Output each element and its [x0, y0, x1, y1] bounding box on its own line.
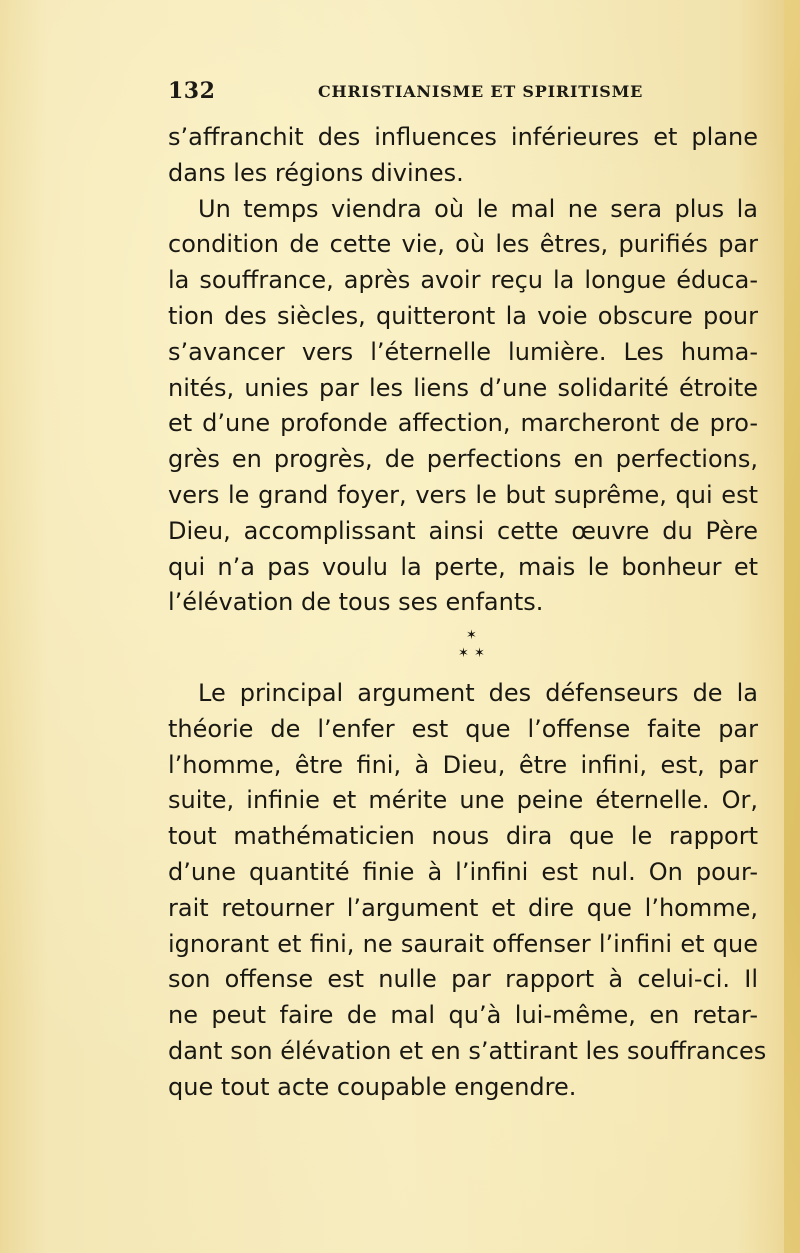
page-number: 132	[168, 78, 216, 104]
text-line: théorie de l’enfer est que l’offense faite par	[168, 714, 758, 743]
page-edge-stain	[784, 0, 800, 1253]
text-line: dans les régions divines.	[168, 158, 464, 187]
text-line: d’une quantité finie à l’infini est nul. On pour-	[168, 857, 758, 886]
text-line: tout mathématicien nous dira que le rapport	[168, 822, 758, 851]
running-title: CHRISTIANISME ET SPIRITISME	[318, 82, 644, 101]
text-line: qui n’a pas voulu la perte, mais le bonheur et	[168, 552, 758, 581]
text-line: ignorant et fini, ne saurait offenser l’infini et que	[168, 929, 758, 958]
text-line: que tout acte coupable engendre.	[168, 1072, 577, 1101]
text-line: dant son élévation et en s’attirant les souffrances	[168, 1036, 767, 1065]
text-line: vers le grand foyer, vers le but suprême, qui est	[168, 480, 758, 509]
star-icon: ✶	[466, 628, 477, 643]
paragraph-block-2	[168, 676, 767, 1106]
text-line: s’affranchit des influences inférieures et plane	[168, 123, 758, 151]
text-line: nités, unies par les liens d’une solidarité étroite	[168, 373, 758, 402]
text-line: Dieu, accomplissant ainsi cette œuvre du Père	[168, 516, 758, 545]
text-line: l’homme, être fini, à Dieu, être infini, est, par	[168, 750, 758, 779]
text-line: suite, infinie et mérite une peine éternelle. Or,	[168, 786, 758, 815]
text-line: grès en progrès, de perfections en perfections,	[168, 445, 758, 474]
asterism-separator	[440, 628, 500, 668]
text-line: et d’une profonde affection, marcheront de pro-	[168, 409, 758, 438]
text-line: Le principal argument des défenseurs de la	[198, 679, 758, 707]
running-head	[0, 78, 800, 108]
text-line: tion des siècles, quitteront la voie obscure pour	[168, 301, 758, 330]
text-line: rait retourner l’argument et dire que l’homme,	[168, 893, 758, 922]
star-icon: ✶	[474, 646, 485, 661]
paragraph-block-1	[168, 120, 758, 621]
text-line: la souffrance, après avoir reçu la longue éduca-	[168, 266, 758, 295]
text-line: l’élévation de tous ses enfants.	[168, 588, 544, 617]
text-line: ne peut faire de mal qu’à lui-même, en retar-	[168, 1001, 758, 1030]
star-icon: ✶	[458, 646, 469, 661]
text-line: son offense est nulle par rapport à celui-ci. Il	[168, 965, 758, 994]
text-line: Un temps viendra où le mal ne sera plus la	[198, 194, 758, 223]
text-line: s’avancer vers l’éternelle lumière. Les huma-	[168, 337, 758, 366]
text-line: condition de cette vie, où les êtres, purifiés par	[168, 230, 758, 259]
